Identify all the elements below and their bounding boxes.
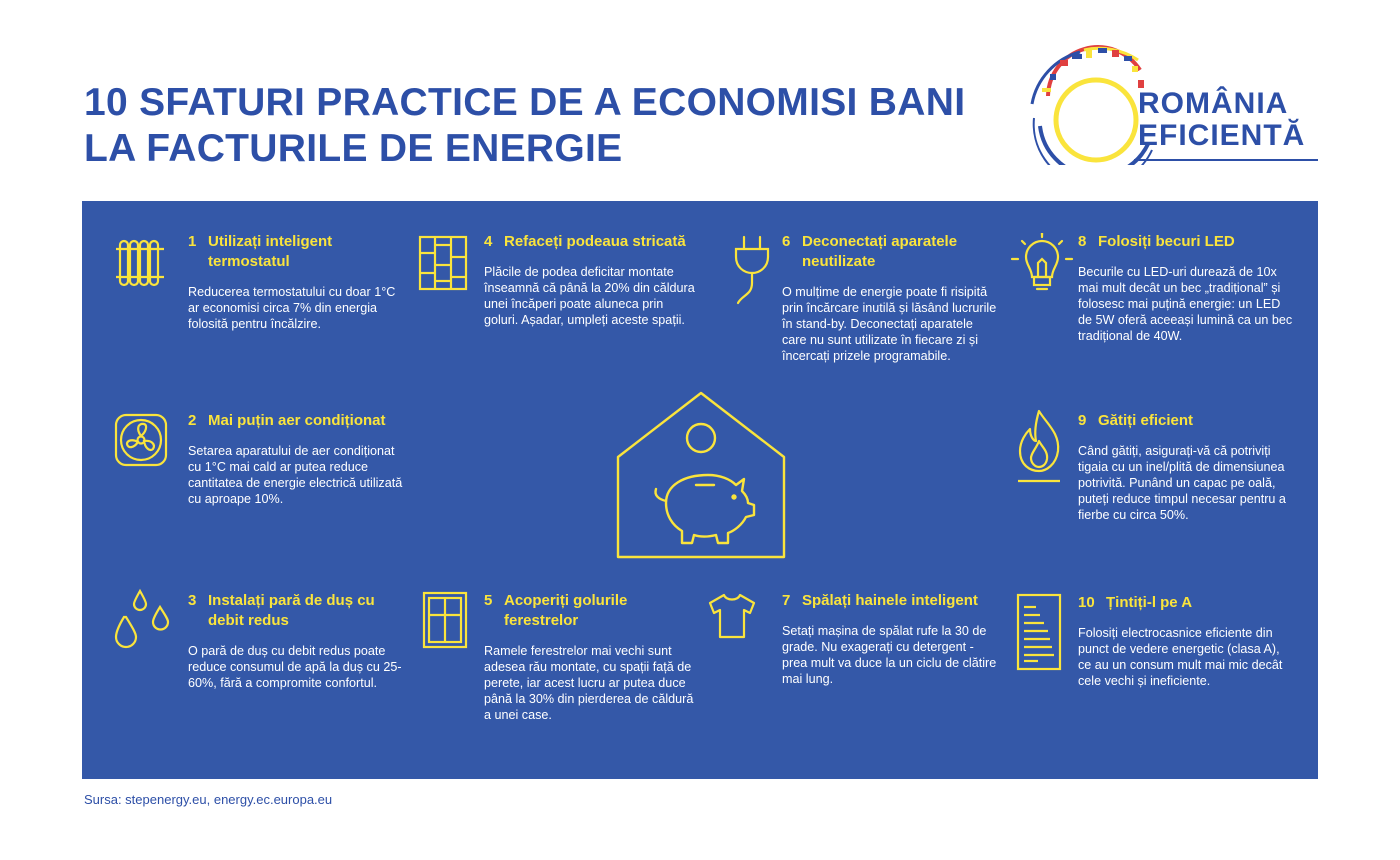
- tip-9: [1078, 411, 1293, 523]
- title-line-2: LA FACTURILE DE ENERGIE: [84, 127, 623, 170]
- tip-2: [188, 411, 403, 507]
- tip-5-title: Acoperiți golurile ferestrelor: [504, 592, 628, 629]
- lightbulb-icon: [1010, 233, 1074, 299]
- tip-1-text: Reducerea termostatului cu doar 1°C ar economisi circa 7% din energia folosită pentru încălzire.: [188, 285, 396, 331]
- fan-icon: [114, 413, 168, 467]
- tip-3: [188, 591, 403, 691]
- tip-9-text: Când gătiți, asigurați-vă că potriviți tigaia cu un inel/plită de dimensiunea potrivită. Punând un capac pe oală, puteți reduce timpul necesar pentru a fierbe cu circa 50%.: [1078, 444, 1286, 522]
- tip-1-title: Utilizați inteligent termostatul: [208, 233, 333, 270]
- house-piggy-bank-icon: [616, 391, 786, 561]
- tip-10-heading: [1078, 593, 1293, 613]
- tip-10-title: Țintiți-l pe A: [1106, 594, 1193, 611]
- flame-icon: [1016, 409, 1062, 483]
- water-drops-icon: [114, 587, 174, 653]
- tip-1-heading: [188, 232, 403, 272]
- source-note: Sursa: stepenergy.eu, energy.ec.europa.eu: [84, 792, 333, 807]
- floor-icon: [418, 235, 468, 291]
- tip-7-number: 7: [782, 592, 791, 609]
- tip-6-text: O mulțime de energie poate fi risipită prin încărcare inutilă și lăsând lucrurile în stand-by. Deconectați aparatele care nu sunt utilizate în fiecare zi și încercați prizele programabile.: [782, 285, 997, 363]
- tip-5-heading: [484, 591, 699, 631]
- tip-4-title: Refaceți podeaua stricată: [504, 233, 686, 250]
- tip-6: [782, 232, 997, 364]
- window-icon: [422, 591, 468, 649]
- tip-10: [1078, 593, 1293, 689]
- tip-8-title: Folosiți becuri LED: [1098, 233, 1235, 250]
- tip-10-number: 10: [1078, 594, 1095, 611]
- tip-4-text: Plăcile de podea deficitar montate înseamnă că până la 20% din căldura unei încăperi poate aluneca prin goluri. Așadar, umpleți aceste spații.: [484, 265, 695, 327]
- tip-1-number: 1: [188, 233, 197, 250]
- tip-7-title: Spălați hainele inteligent: [802, 592, 978, 609]
- tip-8-heading: [1078, 232, 1293, 252]
- logo-line-1: ROMÂNIA: [1138, 87, 1289, 120]
- tip-8: [1078, 232, 1293, 344]
- tip-9-heading: [1078, 411, 1293, 431]
- tip-2-number: 2: [188, 412, 197, 429]
- tip-6-number: 6: [782, 233, 791, 250]
- tip-5-text: Ramele ferestrelor mai vechi sunt adesea rău montate, cu spații față de perete, iar acest lucru ar putea duce până la 30% din pierderea de căldură a unei case.: [484, 644, 694, 722]
- tip-7: [782, 591, 997, 687]
- tip-10-text: Folosiți electrocasnice eficiente din punct de vedere energetic (clasa A), ce au un consum mult mai mic decât cele vechi și ineficiente.: [1078, 626, 1283, 688]
- tip-3-heading: [188, 591, 403, 631]
- logo-text: [1138, 88, 1305, 152]
- tip-2-text: Setarea aparatului de aer condiționat cu 1°C mai cald ar putea reduce cantitatea de energie electrică utilizată cu aproape 10%.: [188, 444, 403, 506]
- tip-6-heading: [782, 232, 997, 272]
- tip-7-heading: [782, 591, 997, 611]
- tips-panel: [82, 201, 1318, 779]
- tip-1: [188, 232, 403, 332]
- tip-9-number: 9: [1078, 412, 1087, 429]
- tip-4: [484, 232, 699, 328]
- tip-5: [484, 591, 699, 723]
- romania-eficienta-logo: [1020, 40, 1320, 165]
- radiator-icon: [114, 237, 166, 289]
- tip-3-text: O pară de duș cu debit redus poate reduce consumul de apă la duș cu 25-60%, fără a compromite confortul.: [188, 644, 402, 690]
- tip-8-text: Becurile cu LED-uri durează de 10x mai mult decât un bec „tradițional” și folosesc mai puțină energie: un LED de 5W oferă aceeași lumină ca un bec tradițional de 40W.: [1078, 265, 1293, 343]
- page-title: [84, 80, 965, 172]
- logo-line-2: EFICIENTĂ: [1138, 119, 1306, 152]
- title-line-1: 10 SFATURI PRACTICE DE A ECONOMISI BANI: [84, 81, 966, 124]
- tshirt-icon: [708, 593, 756, 639]
- energy-label-icon: [1016, 593, 1062, 671]
- plug-icon: [730, 235, 774, 307]
- tip-8-number: 8: [1078, 233, 1087, 250]
- tip-2-heading: [188, 411, 403, 431]
- tip-9-title: Gătiți eficient: [1098, 412, 1194, 429]
- tip-3-title: Instalați pară de duș cu debit redus: [208, 592, 375, 629]
- tip-7-text: Setați mașina de spălat rufe la 30 de grade. Nu exagerați cu detergent - prea mult va duce la un ciclu de clătire mai lung.: [782, 624, 997, 686]
- tip-4-heading: [484, 232, 699, 252]
- tip-3-number: 3: [188, 592, 197, 609]
- tip-2-title: Mai puțin aer condiționat: [208, 412, 386, 429]
- tip-6-title: Deconectați aparatele neutilizate: [802, 233, 958, 270]
- tip-4-number: 4: [484, 233, 493, 250]
- tip-5-number: 5: [484, 592, 493, 609]
